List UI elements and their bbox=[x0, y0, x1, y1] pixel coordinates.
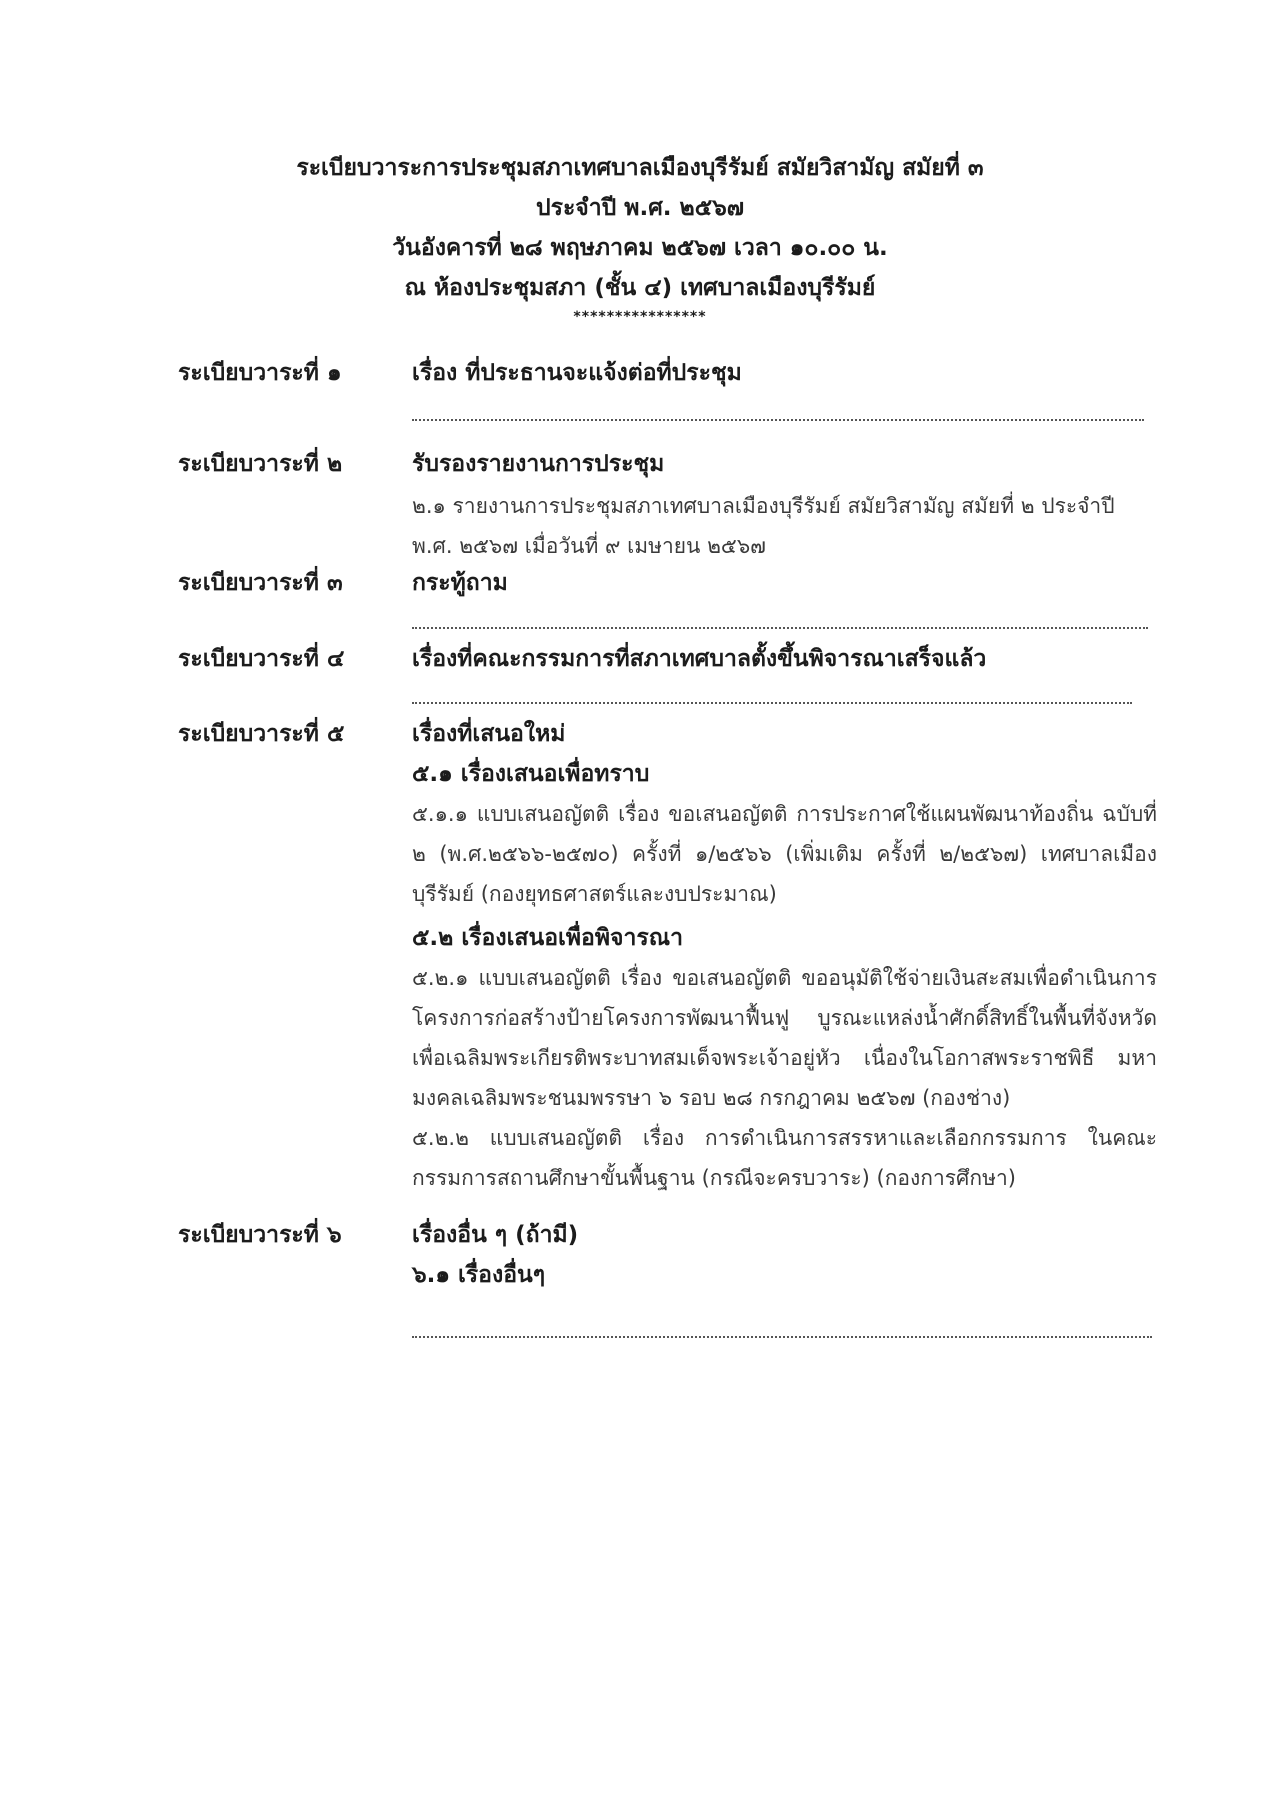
header-year: ประจำปี พ.ศ. ๒๕๖๗ bbox=[535, 195, 744, 221]
agenda-6-title: เรื่องอื่น ๆ (ถ้ามี) bbox=[412, 1222, 579, 1248]
agenda-3-content bbox=[412, 567, 1157, 599]
agenda-1-content bbox=[412, 357, 1157, 389]
agenda-3-dotted-line bbox=[412, 627, 1148, 629]
agenda-4-label: ระเบียบวาระที่ ๔ bbox=[178, 646, 345, 672]
agenda-6-label: ระเบียบวาระที่ ๖ bbox=[178, 1222, 342, 1248]
agenda-2-title: รับรองรายงานการประชุม bbox=[412, 451, 665, 477]
agenda-1-dotted-line bbox=[412, 419, 1144, 421]
agenda-4-content bbox=[412, 643, 1157, 675]
agenda-6-content bbox=[412, 1219, 1157, 1291]
agenda-5-1-1-text: ๕.๑.๑ แบบเสนอญัตติ เรื่อง ขอเสนอญัตติ การประกาศใช้แผนพัฒนาท้องถิ่น ฉบับที่ ๒ (พ.ศ.๒๕๖๖-๒๕๗๐) ครั้งที่ ๑/๒๕๖๖ (เพิ่มเติม ครั้งที่ ๒/๒๕๖๗) เทศบาลเมืองบุรีรัมย์ (กองยุทธศาสตร์และงบประมาณ) bbox=[412, 802, 1157, 906]
agenda-5-2-title: ๕.๒ เรื่องเสนอเพื่อพิจารณา bbox=[412, 925, 684, 951]
agenda-2-item-1: ๒.๑ รายงานการประชุมสภาเทศบาลเมืองบุรีรัมย์ สมัยวิสามัญ สมัยที่ ๒ ประจำปี bbox=[412, 494, 1115, 518]
agenda-5-content bbox=[412, 718, 1157, 1198]
agenda-1-title: เรื่อง ที่ประธานจะแจ้งต่อที่ประชุม bbox=[412, 360, 742, 386]
agenda-5-2-2-text: ๕.๒.๒ แบบเสนอญัตติ เรื่อง การดำเนินการสรรหาและเลือกกรรมการ ในคณะกรรมการสถานศึกษาขั้นพื้นฐาน (กรณีจะครบวาระ) (กองการศึกษา) bbox=[412, 1126, 1157, 1190]
agenda-2-label: ระเบียบวาระที่ ๒ bbox=[178, 451, 343, 477]
header-date-time: วันอังคารที่ ๒๘ พฤษภาคม ๒๕๖๗ เวลา ๑๐.๐๐ น. bbox=[392, 235, 888, 261]
agenda-6-1-title: ๖.๑ เรื่องอื่นๆ bbox=[412, 1262, 546, 1288]
agenda-5-title: เรื่องที่เสนอใหม่ bbox=[412, 721, 566, 747]
document-header bbox=[0, 148, 1280, 326]
agenda-6-dotted-line bbox=[412, 1336, 1152, 1338]
header-separator: **************** bbox=[573, 309, 707, 325]
agenda-5-2-1-text: ๕.๒.๑ แบบเสนอญัตติ เรื่อง ขอเสนอญัตติ ขออนุมัติใช้จ่ายเงินสะสมเพื่อดำเนินการ โครงการก่อสร้างป้ายโครงการพัฒนาฟื้นฟู บูรณะแหล่งน้ำศักดิ์สิทธิ์ในพื้นที่จังหวัด เพื่อเฉลิมพระเกียรติพระบาทสมเด็จพระเจ้าอยู่หัว เนื่องในโอกาสพระราชพิธี มหามงคลเฉลิมพระชนมพรรษา ๖ รอบ ๒๘ กรกฎาคม ๒๕๖๗ (กองช่าง) bbox=[412, 966, 1157, 1110]
agenda-1-label: ระเบียบวาระที่ ๑ bbox=[178, 360, 342, 386]
agenda-5-1-title: ๕.๑ เรื่องเสนอเพื่อทราบ bbox=[412, 761, 650, 787]
agenda-2-item-1-date: พ.ศ. ๒๕๖๗ เมื่อวันที่ ๙ เมษายน ๒๕๖๗ bbox=[412, 534, 766, 558]
agenda-3-title: กระทู้ถาม bbox=[412, 570, 508, 596]
header-title: ระเบียบวาระการประชุมสภาเทศบาลเมืองบุรีรัมย์ สมัยวิสามัญ สมัยที่ ๓ bbox=[296, 155, 984, 181]
header-venue: ณ ห้องประชุมสภา (ชั้น ๔) เทศบาลเมืองบุรีรัมย์ bbox=[404, 275, 876, 301]
agenda-2-content bbox=[412, 448, 1157, 566]
agenda-5-label: ระเบียบวาระที่ ๕ bbox=[178, 721, 345, 747]
agenda-3-label: ระเบียบวาระที่ ๓ bbox=[178, 570, 343, 596]
agenda-4-dotted-line bbox=[412, 702, 1132, 704]
agenda-4-title: เรื่องที่คณะกรรมการที่สภาเทศบาลตั้งขึ้นพิจารณาเสร็จแล้ว bbox=[412, 646, 987, 672]
